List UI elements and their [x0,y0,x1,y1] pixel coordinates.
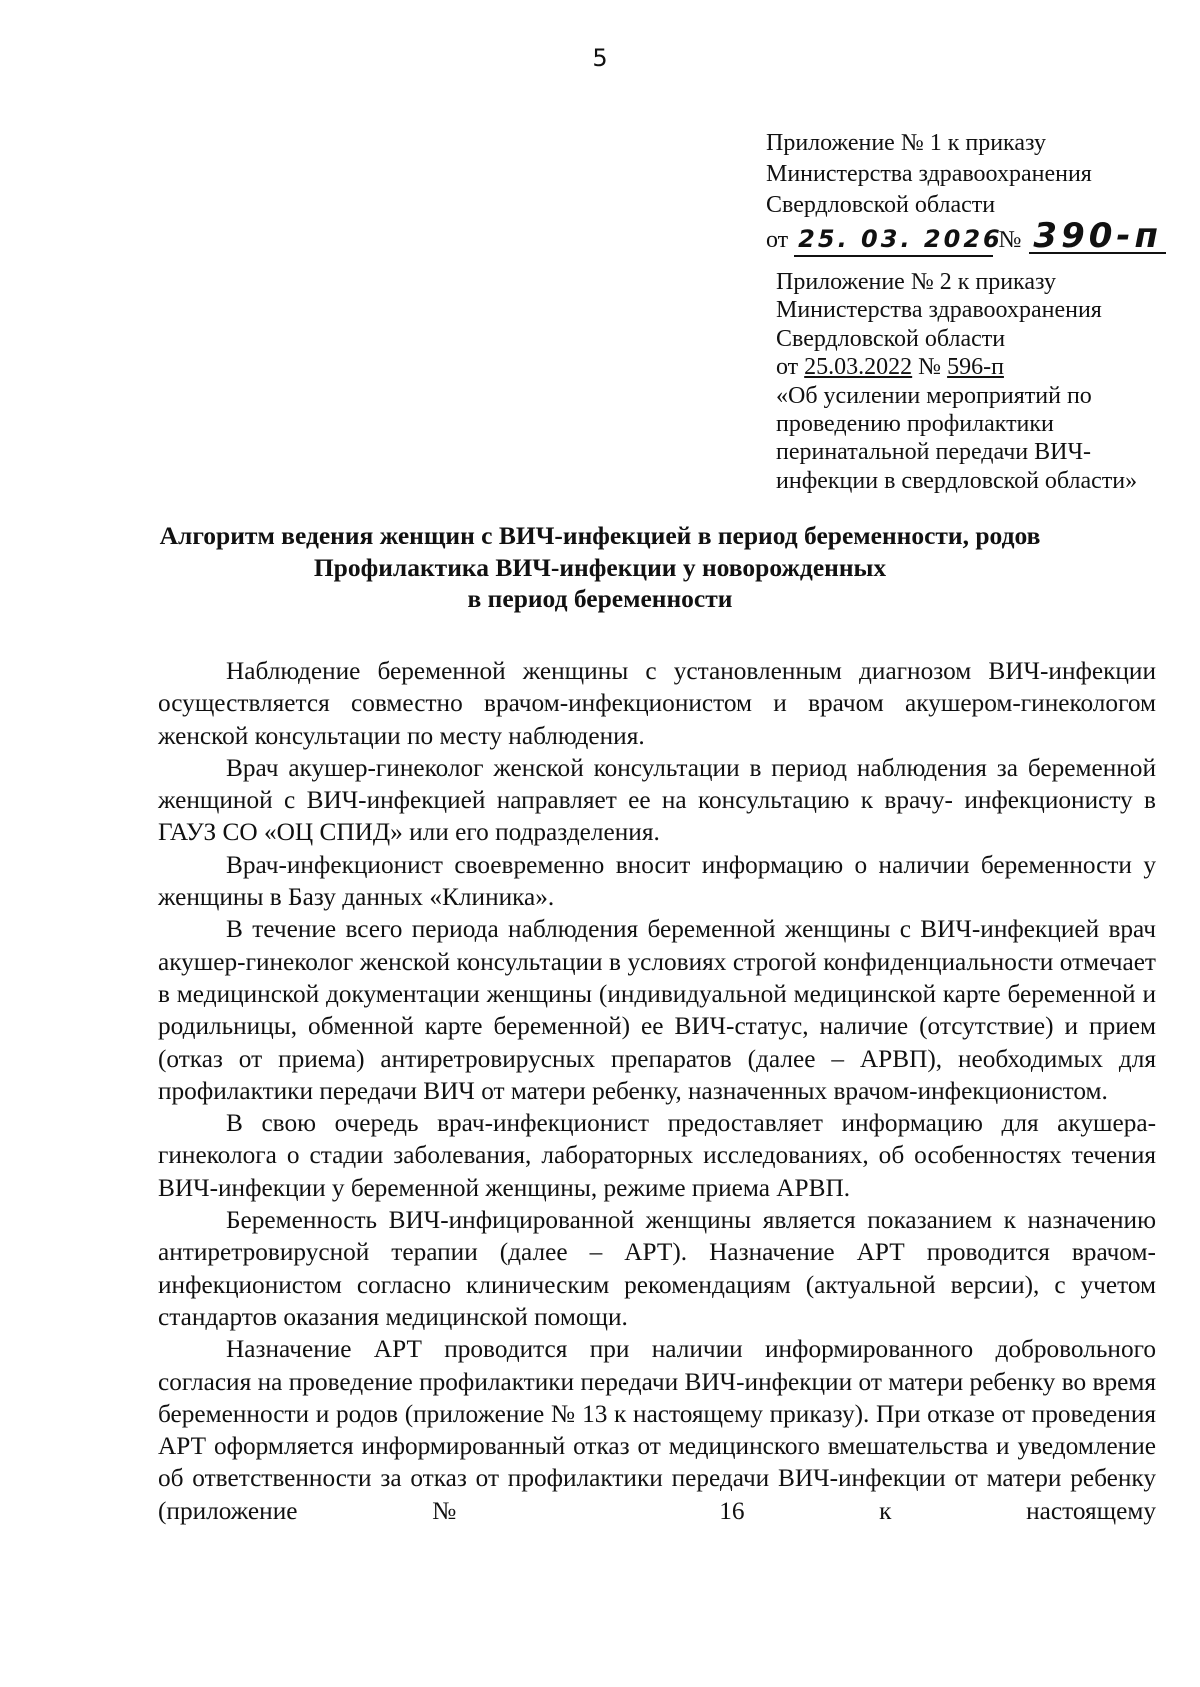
annex-2-header [776,268,1176,495]
annex-2-title: Приложение № 2 к приказу [776,269,1056,295]
paragraph: Врач акушер-гинеколог женской консультации в период наблюдения за беременной женщиной с ВИЧ-инфекцией направляет ее на консультацию к врачу- инфекционисту в ГАУЗ СО «ОЦ СПИД» или его подразделения. [158,753,1156,847]
annex-1-header [766,128,1166,257]
annex-1-date-line [766,216,1166,257]
annex-2-date-prefix: от [776,354,799,381]
document-title [140,520,1060,615]
title-line: в период беременности [467,584,733,613]
title-line: Алгоритм ведения женщин с ВИЧ-инфекцией в период беременности, родов [159,521,1041,550]
annex-2-subject-line: «Об усилении мероприятий по [776,382,1092,409]
annex-2-subject-line: инфекции в свердловской области» [776,467,1138,494]
annex-2-ministry: Министерства здравоохранения [776,297,1102,324]
annex-2-subject-line: проведению профилактики [776,411,1054,438]
annex-1-date-prefix: от [766,227,789,253]
annex-2-number: 596-п [947,354,1004,381]
annex-1-title: Приложение № 1 к приказу [766,130,1046,156]
annex-1-ministry: Министерства здравоохранения [766,161,1092,187]
annex-1-handwritten-number: 390-п [1029,221,1166,254]
title-line: Профилактика ВИЧ-инфекции у новорожденных [313,552,887,582]
paragraph: Врач-инфекционист своевременно вносит информацию о наличии беременности у женщины в Базу данных «Клиника». [158,850,1156,912]
annex-2-number-prefix: № [918,354,942,381]
annex-2-date: 25.03.2022 [804,354,913,381]
paragraph: В течение всего периода наблюдения беременной женщины с ВИЧ-инфекцией врач акушер-гинеколог женской консультации в условиях строгой конфиденциальности отмечает в медицинской документации женщины (индивидуальной медицинской карте беременной и родильницы, обменной карте беременной) ее ВИЧ-статус, наличие (отсутствие) и прием (отказ от приема) антиретровирусных препаратов (далее – АРВП), необходимых для профилактики передачи ВИЧ от матери ребенку, назначенных врачом-инфекционистом. [158,915,1156,1105]
paragraph: Наблюдение беременной женщины с установленным диагнозом ВИЧ-инфекции осуществляется совместно врачом-инфекционистом и врачом акушером-гинекологом женской консультации по месту наблюдения. [158,657,1156,750]
paragraph: Беременность ВИЧ-инфицированной женщины является показанием к назначению антиретровирусной терапии (далее – АРТ). Назначение АРТ проводится врачом-инфекционистом согласно клиническим рекомендациям (актуальной версии), с учетом стандартов оказания медицинской помощи. [158,1206,1156,1331]
annex-1-region: Свердловской области [766,192,996,218]
paragraph: Назначение АРТ проводится при наличии информированного добровольного согласия на проведение профилактики передачи ВИЧ-инфекции от матери ребенку во время беременности и родов (приложение № 13 к настоящему приказу). При отказе от проведения АРТ оформляется информированный отказ от медицинского вмешательства и уведомление об ответственности за отказ от профилактики передачи ВИЧ-инфекции от матери ребенку (приложение № 16 к настоящему [158,1335,1156,1525]
annex-1-number-prefix: № [998,227,1022,253]
annex-1-handwritten-date: 25. 03. 2026 [794,224,992,257]
annex-2-date-line [776,353,1176,381]
document-body [158,655,1156,1527]
annex-2-subject-line: перинатальной передачи ВИЧ- [776,439,1092,466]
page-number: 5 [592,44,608,72]
annex-2-region: Свердловской области [776,325,1006,352]
paragraph: В свою очередь врач-инфекционист предоставляет информацию для акушера-гинеколога о стадии заболевания, лабораторных исследованиях, об особенностях течения ВИЧ-инфекции у беременной женщины, режиме приема АРВП. [158,1109,1156,1202]
